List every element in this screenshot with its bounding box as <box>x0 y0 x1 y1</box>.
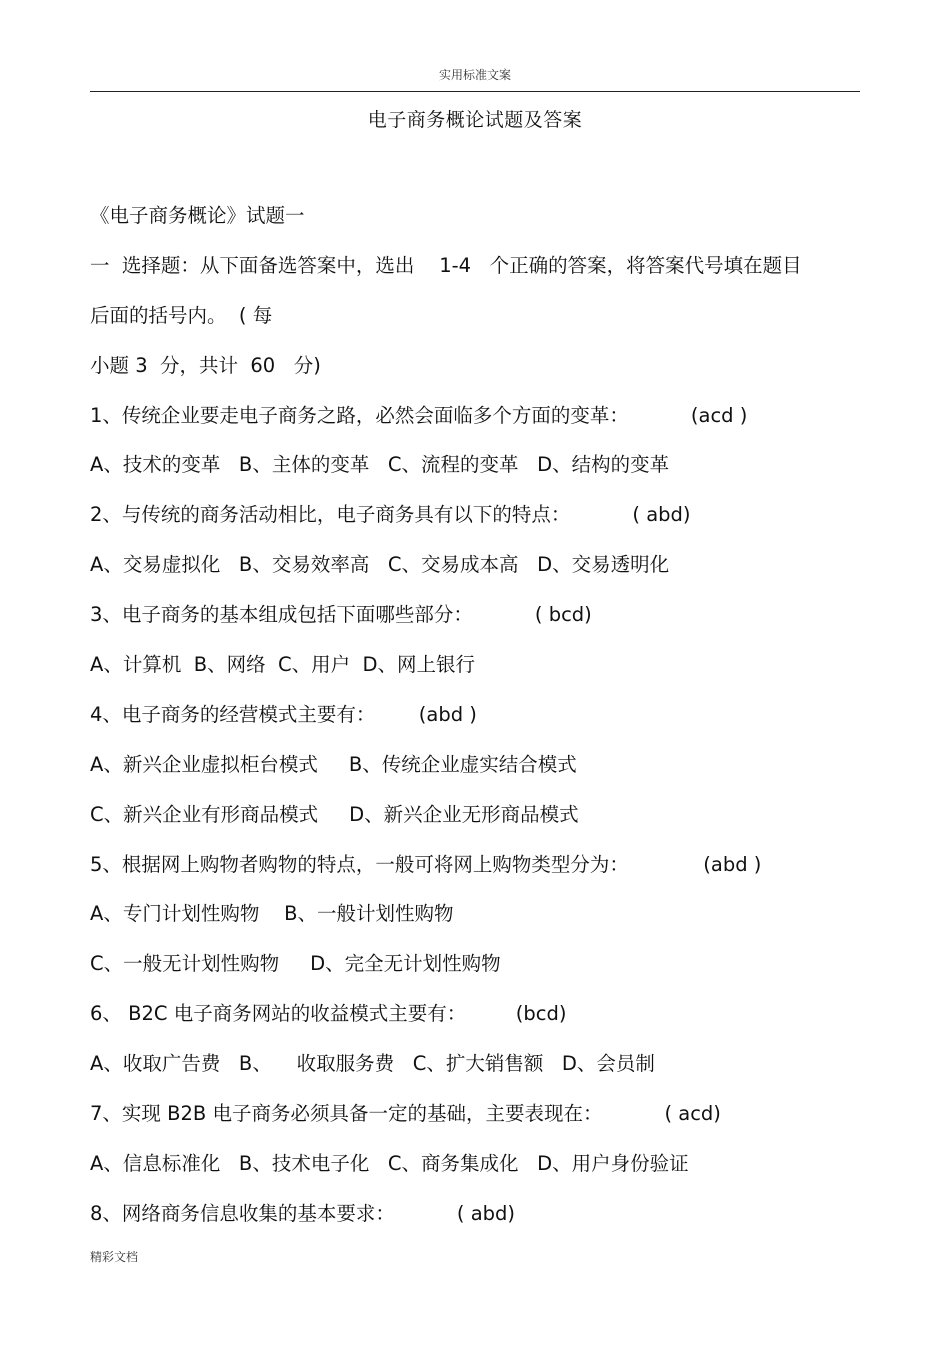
options-line: A、新兴企业虚拟柜台模式 B、传统企业虚实结合模式 <box>90 752 577 776</box>
question-line: 5、根据网上购物者购物的特点，一般可将网上购物类型分为： (abd ) <box>90 852 762 876</box>
page-header: 实用标准文案 <box>438 68 511 82</box>
question-line: 7、实现 B2B 电子商务必须具备一定的基础，主要表现在： ( acd) <box>90 1102 721 1126</box>
options-line: A、计算机 B、网络 C、用户 D、网上银行 <box>90 653 476 677</box>
options-line: A、收取广告费 B、 收取服务费 C、扩大销售额 D、会员制 <box>90 1052 655 1076</box>
question-line: 4、电子商务的经营模式主要有： (abd ) <box>90 702 477 726</box>
page-footer: 精彩文档 <box>90 1250 139 1264</box>
question-line: 8、网络商务信息收集的基本要求： ( abd) <box>90 1201 516 1225</box>
instruction-line: 后面的括号内。 ( 每 <box>90 303 273 327</box>
options-line: C、一般无计划性购物 D、完全无计划性购物 <box>90 952 501 976</box>
options-line: A、交易虚拟化 B、交易效率高 C、交易成本高 D、交易透明化 <box>90 553 670 577</box>
options-line: A、信息标准化 B、技术电子化 C、商务集成化 D、用户身份验证 <box>90 1151 689 1175</box>
header-divider <box>90 91 860 92</box>
options-line: A、专门计划性购物 B、一般计划性购物 <box>90 902 454 926</box>
question-line: 1、传统企业要走电子商务之路，必然会面临多个方面的变革： (acd ) <box>90 403 748 427</box>
instruction-line: 一 选择题：从下面备选答案中，选出 1-4 个正确的答案，将答案代号填在题目 <box>90 253 802 277</box>
question-line: 3、电子商务的基本组成包括下面哪些部分： ( bcd) <box>90 603 592 627</box>
question-body <box>90 198 860 1246</box>
question-line: 6、 B2C 电子商务网站的收益模式主要有： (bcd) <box>90 1002 567 1026</box>
document-title: 电子商务概论试题及答案 <box>367 109 583 131</box>
section-heading: 《电子商务概论》试题一 <box>90 204 305 227</box>
question-line: 2、与传统的商务活动相比，电子商务具有以下的特点： ( abd) <box>90 503 691 527</box>
instruction-line: 小题 3 分，共计 60 分) <box>90 353 321 377</box>
options-line: A、技术的变革 B、主体的变革 C、流程的变革 D、结构的变革 <box>90 453 670 477</box>
options-line: C、新兴企业有形商品模式 D、新兴企业无形商品模式 <box>90 802 579 826</box>
